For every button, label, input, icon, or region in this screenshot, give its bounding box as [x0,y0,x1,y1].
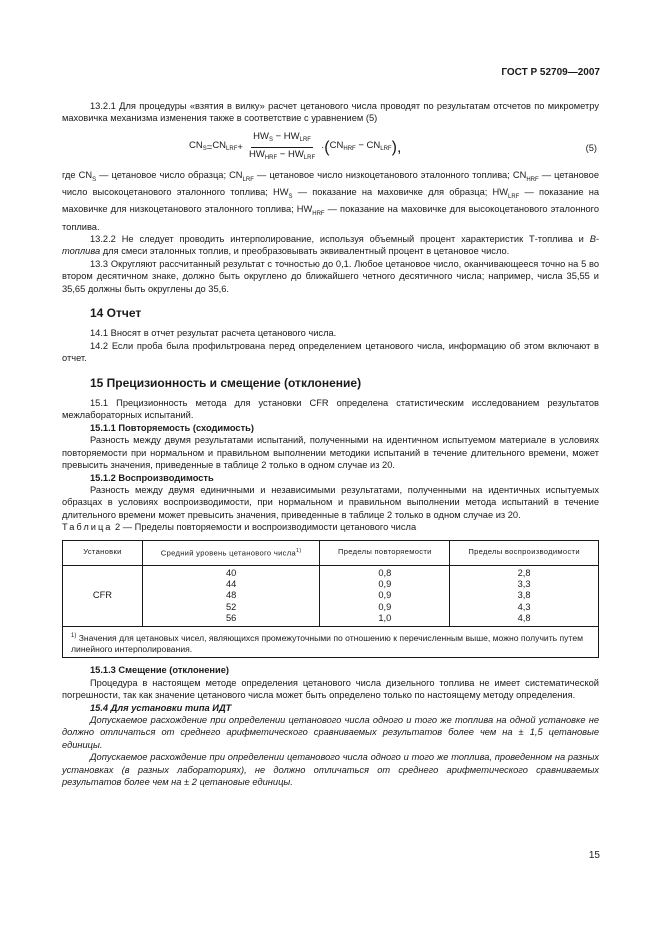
cell-levels [142,565,320,626]
header-repeatability: Пределы повторяемости [320,540,450,565]
level-value: 44 [225,578,237,589]
page-content [62,100,599,788]
reproducibility-value: 4,3 [517,601,531,612]
cell-installation: CFR [63,565,143,626]
repeatability-value: 1,0 [378,613,392,624]
formula-term1: $CN_{LRF}$ [212,140,238,153]
table-footnote-row [63,626,599,658]
level-value: 48 [225,590,237,601]
paragraph-15-1: 15.1 Прецизионность метода для установки CFR определена статистическим исследованием результатов межлабораторных испытаний. [62,398,599,421]
level-value: 40 [225,567,237,578]
formula-dot: · [321,141,325,153]
formula-lhs: $CN_S$ [189,140,207,153]
precision-table [62,540,599,659]
fraction-denominator: $HW_{HRF} - HW_{LRF}$ [248,149,316,162]
paragraph-15-4-1: Допускаемое расхождение при определении цетанового числа одного и того же топлива на одной установке не должно отличаться от среднего арифметического сравниваемых результатов более чем на ± 1,5 цетановые единицы. [62,714,599,750]
repeatability-value: 0,9 [378,590,392,601]
level-value: 56 [225,613,237,624]
formula [189,131,401,165]
repeatability-value: 0,9 [378,601,392,612]
page-number: 15 [588,850,600,861]
paragraph-15-1-3: Процедура в настоящем методе определения цетанового числа дизельного топлива не имеет систематической погрешности, так как значение цетанового числа может быть определено только по настоящему методу определения. [62,677,599,701]
formula-fraction [247,131,317,165]
paragraph-14-2: 14.2 Если проба была профильтрована перед определением цетанового числа, информацию об этом включают в отчет. [62,340,599,364]
repeatability-value: 0,8 [378,567,392,578]
formula-paren-body: $CN_{HRF} - CN_{LRF}$ [329,140,392,153]
cell-repeatability [320,565,450,626]
reproducibility-value: 2,8 [517,567,531,578]
header-reproducibility: Пределы воспроизводимости [450,540,599,565]
equation-5 [62,131,599,165]
reproducibility-value: 4,8 [517,613,531,624]
subheading-15-1-2: 15.1.2 Воспроизводимость [90,472,214,483]
subheading-15-4: 15.4 Для установки типа ИДТ [90,702,232,713]
formula-paren-close: ), [391,138,402,156]
reproducibility-value: 3,3 [517,578,531,589]
reproducibility-value: 3,8 [517,590,531,601]
paragraph-13-2-1: 13.2.1 Для процедуры «взятия в вилку» расчет цетанового числа проводят по результатам отсчетов по микрометру маховичка механизма изменения также в соответствие с уравнением (5) [62,101,599,124]
paragraph-14-1: 14.1 Вносят в отчет результат расчета цетанового числа. [90,328,337,339]
formula-equals: = [206,141,213,153]
section-heading-14: 14 Отчет [90,306,142,321]
document-code: ГОСТ Р 52709—2007 [501,67,600,78]
table-header-row [63,540,599,565]
repeatability-value: 0,9 [378,578,392,589]
header-level: Средний уровень цетанового числа$^{1)}$ [142,540,320,565]
paragraph-13-2-2: 13.2.2 Не следует проводить интерполирование, используя объемный процент характеристик Т-топлива и В-топлива для смеси эталонных топлив, и преобразовывать эквивалентный процент в цетановое число. [62,234,599,257]
paragraph-15-1-1: Разность между двумя результатами испытаний, полученными на идентичном испытуемом материале в условиях повторяемости при нормальном и правильном выполнении методики испытаний в течение длительного времени, может превысить значения, приведенные в таблице 2 только в одном случае из 20. [62,435,599,471]
header-installation: Установки [63,540,143,565]
paragraph-15-1-2: Разность между двумя единичными и независимыми результатами, полученными на идентичных испытуемых образцах в условиях воспроизводимости, при нормальном и правильном выполнении метода испытаний в течение длительного времени может превысить значения, приведенные в таблице 2 только в одном случае из 20. [62,484,599,520]
table-footnote: $^{1)}$ Значения для цетановых чисел, являющихся промежуточными по отношению к перечисленным выше, можно получить путем линейного интерполирования. [63,626,599,658]
level-value: 52 [225,601,237,612]
paragraph-13-3: 13.3 Округляют рассчитанный результат с точностью до 0,1. Любое цетановое число, оканчивающееся точно на 5 во втором десятичном знаке, должно быть округлено до ближайшего четного десятичного числа; например, числа 35,55 и 35,65 должны быть округлены до 35,6. [62,258,599,294]
subheading-15-1-1: 15.1.1 Повторяемость (сходимость) [90,422,254,433]
paragraph-15-4-2: Допускаемое расхождение при определении цетанового числа одного и того же топлива, проведенном на разных установках (в разных лабораториях), не должно отличаться от среднего арифметического сравниваемых результатов более чем на ± 2 цетановые единицы. [62,752,599,788]
table-row [63,565,599,626]
table-caption: Таблица 2 — Пределы повторяемости и воспроизводимости цетанового числа [62,522,417,533]
section-heading-15: 15 Прецизионность и смещение (отклонение) [90,375,362,390]
fraction-numerator: $HW_S - HW_{LRF}$ [251,131,313,148]
formula-plus: + [237,141,243,153]
formula-paren-open: ( [324,138,330,156]
cell-reproducibility [450,565,599,626]
formula-legend: где $CN_S$ — цетановое число образца; $CN_{LRF}$ — цетановое число низкоцетанового эталонного топлива; $CN_{HRF}$ — цетановое число высокоцетанового эталонного топлива; $HW_S$ — показание на маховичке для образца; $HW_{LRF}$ — показание на маховичке для низкоцетанового эталонного топлива; $HW_{HRF}$ — показание на маховичке для высокоцетанового эталонного топлива. [62,169,600,232]
equation-number: (5) [585,142,597,153]
subheading-15-1-3: 15.1.3 Смещение (отклонение) [90,665,229,676]
